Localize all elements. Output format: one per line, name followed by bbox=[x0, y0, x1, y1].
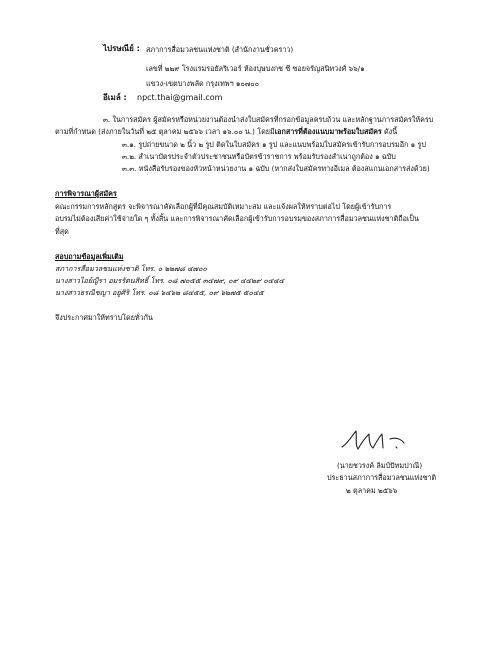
signatory-name: (นายชวรงค์ ลิมป์ปัทมปาณี) bbox=[337, 461, 423, 470]
signature-image bbox=[338, 427, 410, 455]
section3-item-1: ๓.๑. รูปถ่ายขนาด ๒ นิ้ว ๒ รูป ติดในใบสมัคร ๑ รูป และแนบพร้อมใบสมัครเข้ารับการอบรมอีก ๑ รูป bbox=[122, 140, 426, 149]
mail-address-line: เลขที่ ๒๒๙ โรงแรมรอยัลริเวอร์ ห้องบุษบงกช ซี ซอยจรัญสนิทวงศ์ ๖๖/๑ bbox=[146, 64, 365, 73]
section3-intro-bold: เอกสารที่ต้องแนบมาพร้อมใบสมัคร bbox=[274, 127, 382, 136]
contact-line1: สภาการสื่อมวลชนแห่งชาติ โทร. ๐ ๒๒๗๘ ๔๗๐๐ bbox=[55, 264, 207, 273]
contact-heading: สอบถามข้อมูลเพิ่มเติม bbox=[55, 252, 124, 261]
selection-line3: ที่สุด bbox=[55, 227, 69, 236]
selection-line2: อบรมไม่ต้องเสียค่าใช้จ่ายใด ๆ ทั้งสิ้น และการพิจารณาคัดเลือกผู้เข้ารับการอบรมของสภาการสื่อมวลชนแห่งชาติถือเป็น bbox=[55, 214, 419, 223]
closing-text: จึงประกาศมาให้ทราบโดยทั่วกัน bbox=[55, 313, 153, 322]
section3-item-2: ๓.๒. สำเนาบัตรประจำตัวประชาชนหรือบัตรข้าราชการ พร้อมรับรองสำเนาถูกต้อง ๑ ฉบับ bbox=[122, 152, 396, 161]
mail-label: ไปรษณีย์ : bbox=[103, 44, 140, 53]
selection-line1: คณะกรรมการหลักสูตร จะพิจารณาคัดเลือกผู้ที่มีคุณสมบัติเหมาะสม และแจ้งผลให้ทราบต่อไป โดยผู้เข้ารับการ bbox=[55, 202, 392, 211]
mail-org-line: สภาการสื่อมวลชนแห่งชาติ (สำนักงานชั่วคราว) bbox=[146, 45, 294, 54]
signatory-title: ประธานสภาการสื่อมวลชนแห่งชาติ bbox=[327, 473, 437, 482]
section3-intro-line1: ๓. ในการสมัคร ผู้สมัครหรือหน่วยงานต้องนำส่งใบสมัครที่กรอกข้อมูลครบถ้วน และหลักฐานการสมัครให้ครบ bbox=[103, 115, 434, 124]
email-label: อีเมล์ : bbox=[103, 93, 127, 102]
section3-intro-pre: ตามที่กำหนด (ส่งภายในวันที่ ๒๕ ตุลาคม ๒๕๖๖ เวลา ๑๖.๐๐ น.) โดยมี bbox=[55, 127, 275, 136]
selection-heading: การพิจารณาผู้สมัคร bbox=[55, 189, 117, 198]
section3-intro-line2 bbox=[55, 127, 397, 136]
mail-district-line: แขวง-เขตบางพลัด กรุงเทพฯ ๑๐๗๐๐ bbox=[146, 79, 260, 88]
document-date: ๒ ตุลาคม ๒๕๖๖ bbox=[346, 486, 398, 495]
contact-line3: นางสาวธรณีชญา อยู่ศิริ โทร. ๐๘ ๖๔๖๒ ๘๔๕๕, ๐๙ ๖๒๗๕ ๕๐๔๕ bbox=[55, 288, 264, 297]
section3-item-3: ๓.๓. หนังสือรับรองของหัวหน้าหน่วยงาน ๑ ฉบับ (หากส่งใบสมัครทางอีเมล ต้องสแกนเอกสารส่งด้วย) bbox=[122, 164, 430, 173]
email-address: npct.thai@gmail.com bbox=[137, 93, 223, 102]
section3-intro-post: ดังนี้ bbox=[381, 127, 398, 136]
contact-line2: นางสาวไอย์ญีรา อมรรัตนสิทธิ์ โทร. ๐๘ ๗๐๕๕ ๓๔๗๙, ๐๙ ๔๔๒๙ ๐๔๔๔ bbox=[55, 276, 285, 285]
